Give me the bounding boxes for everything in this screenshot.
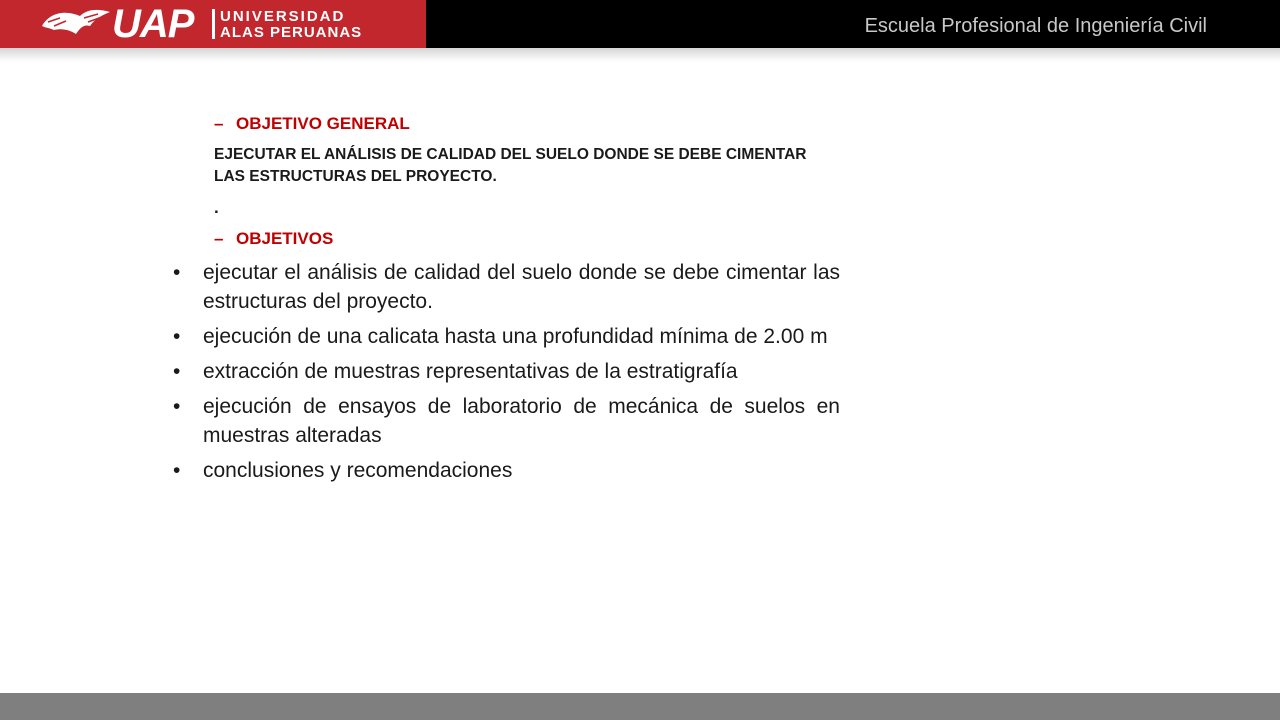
separator-dot: . xyxy=(214,198,219,217)
condor-icon xyxy=(40,6,112,42)
logo-text-line2: ALAS PERUANAS xyxy=(220,24,363,41)
bullet-marker: • xyxy=(173,459,181,482)
bullet-marker: • xyxy=(173,360,181,383)
objetivos-label: OBJETIVOS xyxy=(236,229,334,248)
dash-marker: – xyxy=(214,229,224,248)
list-item-text: ejecución de ensayos de laboratorio de mecánica de suelos en muestras alteradas xyxy=(203,395,840,447)
list-item-text: conclusiones y recomendaciones xyxy=(203,459,513,482)
objetivos-heading xyxy=(214,229,333,249)
list-item xyxy=(173,258,840,316)
bullet-marker: • xyxy=(173,261,181,284)
university-logo xyxy=(0,0,426,48)
school-name: Escuela Profesional de Ingeniería Civil xyxy=(864,15,1207,37)
objetivo-general-text: EJECUTAR EL ANÁLISIS DE CALIDAD DEL SUELO DONDE SE DEBE CIMENTAR LAS ESTRUCTURAS DEL PROYECTO. xyxy=(214,146,807,185)
list-item xyxy=(173,392,840,450)
list-item-text: ejecutar el análisis de calidad del suelo donde se debe cimentar las estructuras del proyecto. xyxy=(203,261,840,313)
bullet-marker: • xyxy=(173,325,181,348)
logo-text-line1: UNIVERSIDAD xyxy=(220,8,346,25)
objetivos-list xyxy=(173,258,840,491)
header-bar xyxy=(0,0,1280,48)
dash-marker: – xyxy=(214,114,224,133)
list-item-text: extracción de muestras representativas de la estratigrafía xyxy=(203,360,738,383)
logo-separator xyxy=(212,9,215,39)
list-item-text: ejecución de una calicata hasta una profundidad mínima de 2.00 m xyxy=(203,325,828,348)
header-shadow xyxy=(0,48,1280,62)
bullet-marker: • xyxy=(173,395,181,418)
list-item xyxy=(173,456,840,485)
list-item xyxy=(173,322,840,351)
objetivo-general-heading xyxy=(214,114,410,134)
objetivo-general-label: OBJETIVO GENERAL xyxy=(236,114,410,133)
footer-bar xyxy=(0,693,1280,720)
logo-mark: UAP xyxy=(112,2,194,46)
list-item xyxy=(173,357,840,386)
